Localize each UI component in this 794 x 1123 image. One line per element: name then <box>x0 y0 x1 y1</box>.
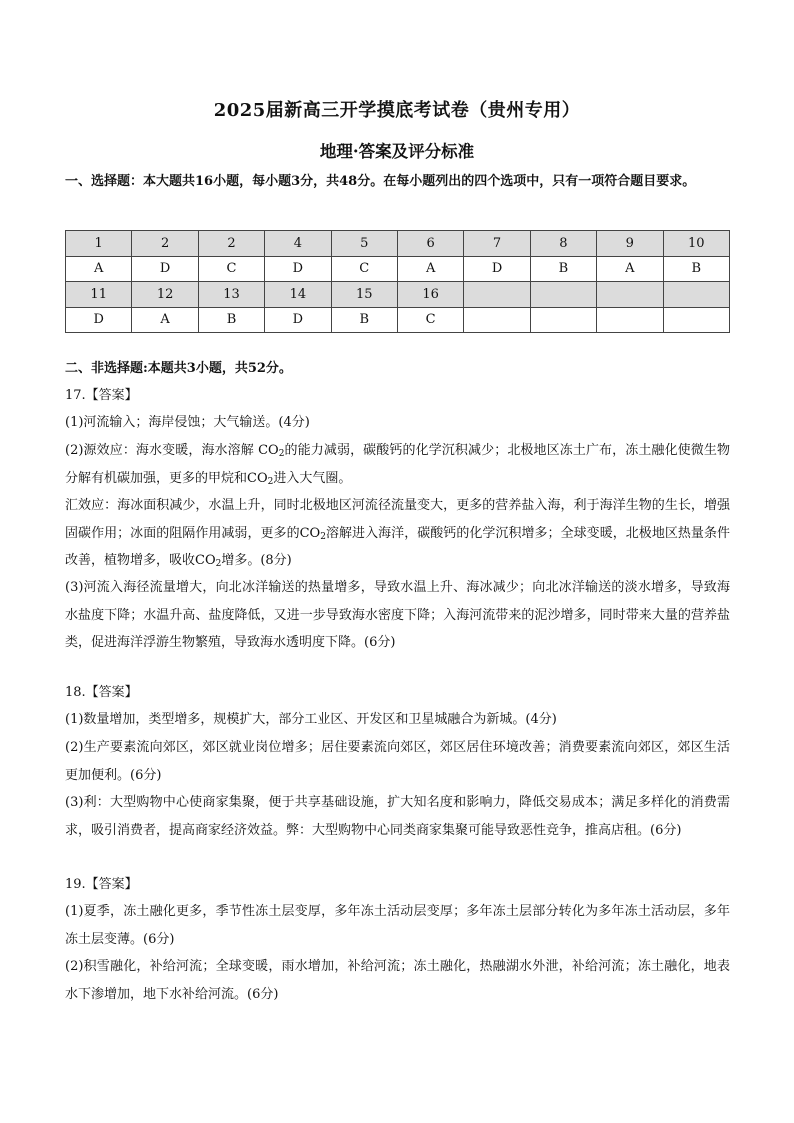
question-number-cell: 11 <box>66 282 132 308</box>
answer-table-number-row <box>66 282 730 308</box>
question-number-cell: 7 <box>464 231 530 257</box>
q18-answer-part3: (3)利：大型购物中心使商家集聚，便于共享基础设施，扩大知名度和影响力，降低交易成本；满足多样化的消费需求，吸引消费者，提高商家经济效益。弊：大型购物中心同类商家集聚可能导致恶性竞争，推高店租。(6分) <box>65 795 730 838</box>
question-number-cell: 1 <box>66 231 132 257</box>
q17-part2-text-b: 的能力减弱，碳酸钙的化学沉积减少；北极地区冻土广布，冻土融化使微生物分解有机碳加强，更多的甲烷和CO <box>65 443 730 486</box>
q18-label: 18.【答案】 <box>65 685 138 700</box>
question-number-cell <box>464 282 530 308</box>
answer-cell: A <box>132 307 198 333</box>
subscript-2: 2 <box>215 559 222 569</box>
answer-cell: D <box>132 256 198 282</box>
answer-cell <box>530 307 596 333</box>
question-number-cell: 6 <box>397 231 463 257</box>
answer-table-number-row <box>66 231 730 257</box>
q17-answer-part3: (3)河流入海径流量增大，向北冰洋输送的热量增多，导致水温上升、海冰减少；向北冰洋输送的淡水增多，导致海水盐度下降；水温升高、盐度降低，又进一步导致海水密度下降；入海河流带来的泥沙增多，同时带来大量的营养盐类，促进海洋浮游生物繁殖，导致海水透明度下降。(6分) <box>65 580 730 650</box>
question-number-cell: 13 <box>198 282 264 308</box>
question-number-cell: 4 <box>265 231 331 257</box>
q18-answer-part2: (2)生产要素流向郊区，郊区就业岗位增多；居住要素流向郊区，郊区居住环境改善；消费要素流向郊区，郊区生活更加便利。(6分) <box>65 740 730 783</box>
answer-cell: A <box>397 256 463 282</box>
q17-part2-text-c: 进入大气圈。 <box>273 470 352 486</box>
subscript-2: 2 <box>278 449 285 459</box>
subscript-2: 2 <box>320 531 326 542</box>
q17-sink-text-b: 溶解进入海洋，碳酸钙的化学沉积增多；全球变暖，北极地区热量条件改善，植物增多，吸收CO <box>65 525 730 568</box>
section1-heading: 一、选择题：本大题共16小题，每小题3分，共48分。在每小题列出的四个选项中，只有一项符合题目要求。 <box>65 174 696 189</box>
answer-table-answer-row <box>66 256 730 282</box>
answer-cell: B <box>198 307 264 333</box>
answer-cell: D <box>265 307 331 333</box>
q19-label: 19.【答案】 <box>65 877 138 892</box>
question-number-cell: 9 <box>597 231 663 257</box>
question-number-cell <box>663 282 729 308</box>
question-number-cell: 16 <box>397 282 463 308</box>
subscript-2: 2 <box>267 476 274 487</box>
question-number-cell <box>597 282 663 308</box>
answer-cell: C <box>198 256 264 282</box>
question-number-cell: 2 <box>198 231 264 257</box>
page-subtitle: 地理·答案及评分标准 <box>319 142 475 161</box>
answer-cell: C <box>331 256 397 282</box>
answer-cell: D <box>66 307 132 333</box>
answer-cell: B <box>530 256 596 282</box>
answer-cell: B <box>331 307 397 333</box>
answer-table-answer-row <box>66 307 730 333</box>
answer-cell: B <box>663 256 729 282</box>
page-title: 2025届新高三开学摸底考试卷（贵州专用） <box>213 100 581 121</box>
q19-answer-part1: (1)夏季，冻土融化更多，季节性冻土层变厚，多年冻土活动层变厚；多年冻土层部分转化为多年冻土活动层，多年冻土层变薄。(6分) <box>65 904 730 947</box>
q17-answer-part2 <box>65 437 730 492</box>
question-number-cell: 10 <box>663 231 729 257</box>
answer-table <box>65 230 730 333</box>
q17-part2-text-a: (2)源效应：海水变暖，海水溶解 CO <box>65 443 279 458</box>
answer-cell <box>464 307 530 333</box>
answer-cell <box>597 307 663 333</box>
q17-answer-part1: (1)河流输入；海岸侵蚀；大气输送。(4分) <box>65 415 310 430</box>
question-number-cell: 15 <box>331 282 397 308</box>
answer-cell: C <box>397 307 463 333</box>
question-number-cell: 2 <box>132 231 198 257</box>
question-number-cell: 14 <box>265 282 331 308</box>
answer-cell <box>663 307 729 333</box>
section2-heading: 二、非选择题:本题共3小题，共52分。 <box>65 361 292 376</box>
q17-label: 17.【答案】 <box>65 388 138 403</box>
q18-answer-part1: (1)数量增加，类型增多，规模扩大，部分工业区、开发区和卫星城融合为新城。(4分) <box>65 712 557 727</box>
answer-cell: A <box>597 256 663 282</box>
q19-answer-part2: (2)积雪融化，补给河流；全球变暖，雨水增加，补给河流；冻土融化，热融湖水外泄，补给河流；冻土融化，地表水下渗增加，地下水补给河流。(6分) <box>65 959 730 1002</box>
question-number-cell <box>530 282 596 308</box>
answer-cell: D <box>464 256 530 282</box>
answer-cell: D <box>265 256 331 282</box>
q17-sink-text-a: 汇效应：海冰面积减少，水温上升，同时北极地区河流径流量变大，更多的营养盐入海，利于海洋生物的生长，增强固碳作用；冰面的阻隔作用减弱，更多的CO <box>65 498 730 541</box>
q17-answer-sink-effect <box>65 492 730 575</box>
question-number-cell: 5 <box>331 231 397 257</box>
question-number-cell: 8 <box>530 231 596 257</box>
question-number-cell: 12 <box>132 282 198 308</box>
q17-sink-text-c: 增多。(8分) <box>221 553 292 568</box>
answer-cell: A <box>66 256 132 282</box>
